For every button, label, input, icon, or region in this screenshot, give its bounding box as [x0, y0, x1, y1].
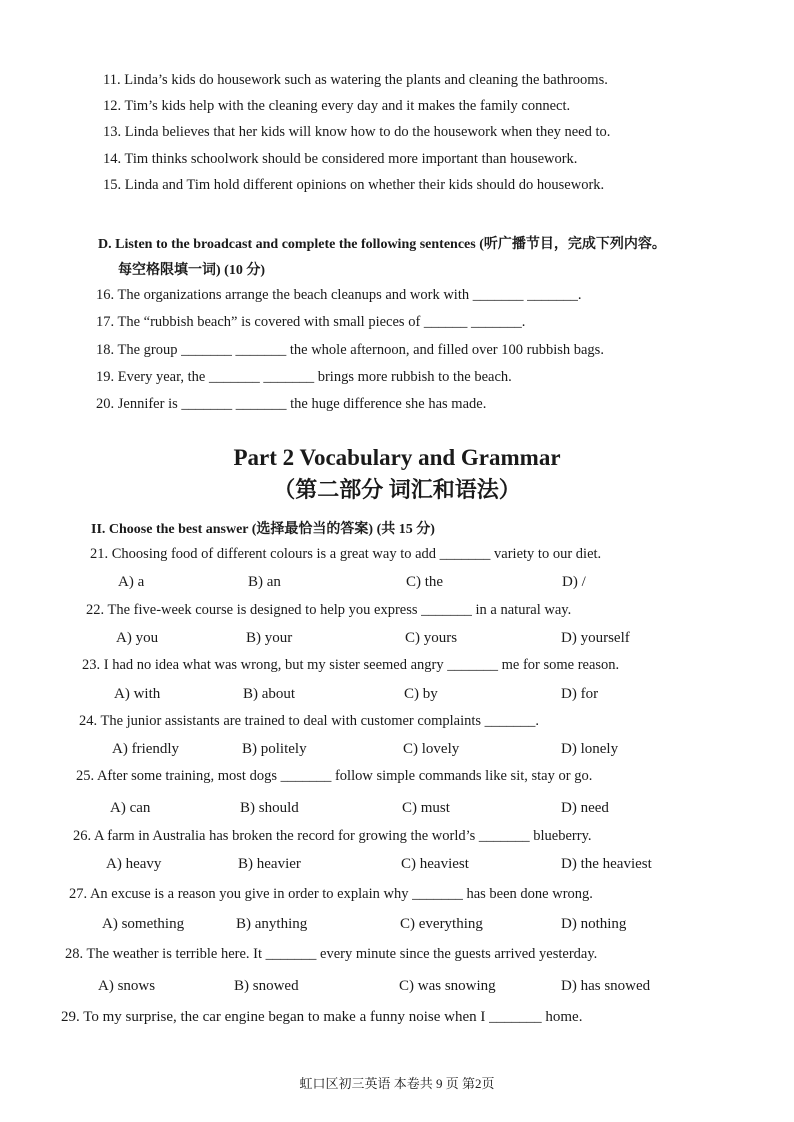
q21-option-a: A) a: [118, 574, 145, 590]
q27-option-a: A) something: [102, 916, 185, 932]
part2-title-cn: （第二部分 词汇和语法）: [273, 477, 521, 502]
q25-option-c: C) must: [402, 800, 450, 816]
q25-option-a: A) can: [110, 800, 151, 816]
q21-option-d: D) /: [562, 574, 586, 590]
statement-13: 13. Linda believes that her kids will know how to do the housework when they need to.: [103, 124, 611, 140]
q23-option-d: D) for: [561, 686, 599, 702]
q26-option-b: B) heavier: [238, 856, 301, 872]
q24-option-a: A) friendly: [112, 741, 180, 757]
statement-11: 11. Linda’s kids do housework such as watering the plants and cleaning the bathrooms.: [103, 72, 608, 88]
question-23: 23. I had no idea what was wrong, but my sister seemed angry _______ me for some reason.: [82, 657, 620, 673]
q24-option-c: C) lovely: [403, 741, 460, 757]
sentence-18: 18. The group _______ _______ the whole afternoon, and filled over 100 rubbish bags.: [96, 342, 604, 358]
sentence-16: 16. The organizations arrange the beach cleanups and work with _______ _______.: [96, 287, 582, 303]
q28-option-b: B) snowed: [234, 978, 299, 994]
section-d-instruction-cont: 每空格限填一词) (10 分): [118, 263, 265, 278]
q25-option-b: B) should: [240, 800, 299, 816]
q22-option-a: A) you: [116, 630, 159, 646]
q23-option-c: C) by: [404, 686, 438, 702]
q26-option-a: A) heavy: [106, 856, 162, 872]
q23-option-a: A) with: [114, 686, 161, 702]
statement-14: 14. Tim thinks schoolwork should be considered more important than housework.: [103, 151, 578, 167]
q25-option-d: D) need: [561, 800, 609, 816]
q24-option-d: D) lonely: [561, 741, 619, 757]
q28-option-c: C) was snowing: [399, 978, 496, 994]
q28-option-d: D) has snowed: [561, 978, 651, 994]
q27-option-d: D) nothing: [561, 916, 627, 932]
part2-title-en: Part 2 Vocabulary and Grammar: [233, 445, 561, 470]
section-ii-instruction: II. Choose the best answer (选择最恰当的答案) (共 15 分): [91, 522, 435, 537]
section-d-instruction: D. Listen to the broadcast and complete the following sentences (听广播节目，完成下列内容。: [98, 237, 666, 252]
question-27: 27. An excuse is a reason you give in order to explain why _______ has been done wrong.: [69, 886, 593, 902]
question-22: 22. The five-week course is designed to help you express _______ in a natural way.: [86, 602, 572, 618]
q28-option-a: A) snows: [98, 978, 156, 994]
q27-option-b: B) anything: [236, 916, 308, 932]
q22-option-d: D) yourself: [561, 630, 630, 646]
q26-option-c: C) heaviest: [401, 856, 469, 872]
statement-12: 12. Tim’s kids help with the cleaning every day and it makes the family connect.: [103, 98, 571, 114]
question-25: 25. After some training, most dogs _______ follow simple commands like sit, stay or go.: [76, 768, 593, 784]
question-29: 29. To my surprise, the car engine began to make a funny noise when I _______ home.: [61, 1009, 583, 1025]
page-footer: 虹口区初三英语 本卷共 9 页 第2页: [299, 1076, 495, 1091]
question-24: 24. The junior assistants are trained to deal with customer complaints _______.: [79, 713, 540, 729]
question-21: 21. Choosing food of different colours is a great way to add _______ variety to our diet.: [90, 546, 602, 562]
statement-15: 15. Linda and Tim hold different opinions on whether their kids should do housework.: [103, 177, 605, 193]
q22-option-c: C) yours: [405, 630, 458, 646]
question-26: 26. A farm in Australia has broken the record for growing the world’s _______ blueberry.: [73, 828, 592, 844]
q21-option-c: C) the: [406, 574, 444, 590]
sentence-20: 20. Jennifer is _______ _______ the huge difference she has made.: [96, 396, 487, 412]
q21-option-b: B) an: [248, 574, 281, 590]
q26-option-d: D) the heaviest: [561, 856, 652, 872]
q23-option-b: B) about: [243, 686, 296, 702]
question-28: 28. The weather is terrible here. It _______ every minute since the guests arrived yesterday.: [65, 946, 598, 962]
sentence-17: 17. The “rubbish beach” is covered with small pieces of ______ _______.: [96, 314, 526, 330]
q22-option-b: B) your: [246, 630, 293, 646]
sentence-19: 19. Every year, the _______ _______ brings more rubbish to the beach.: [96, 369, 512, 385]
q24-option-b: B) politely: [242, 741, 307, 757]
q27-option-c: C) everything: [400, 916, 483, 932]
